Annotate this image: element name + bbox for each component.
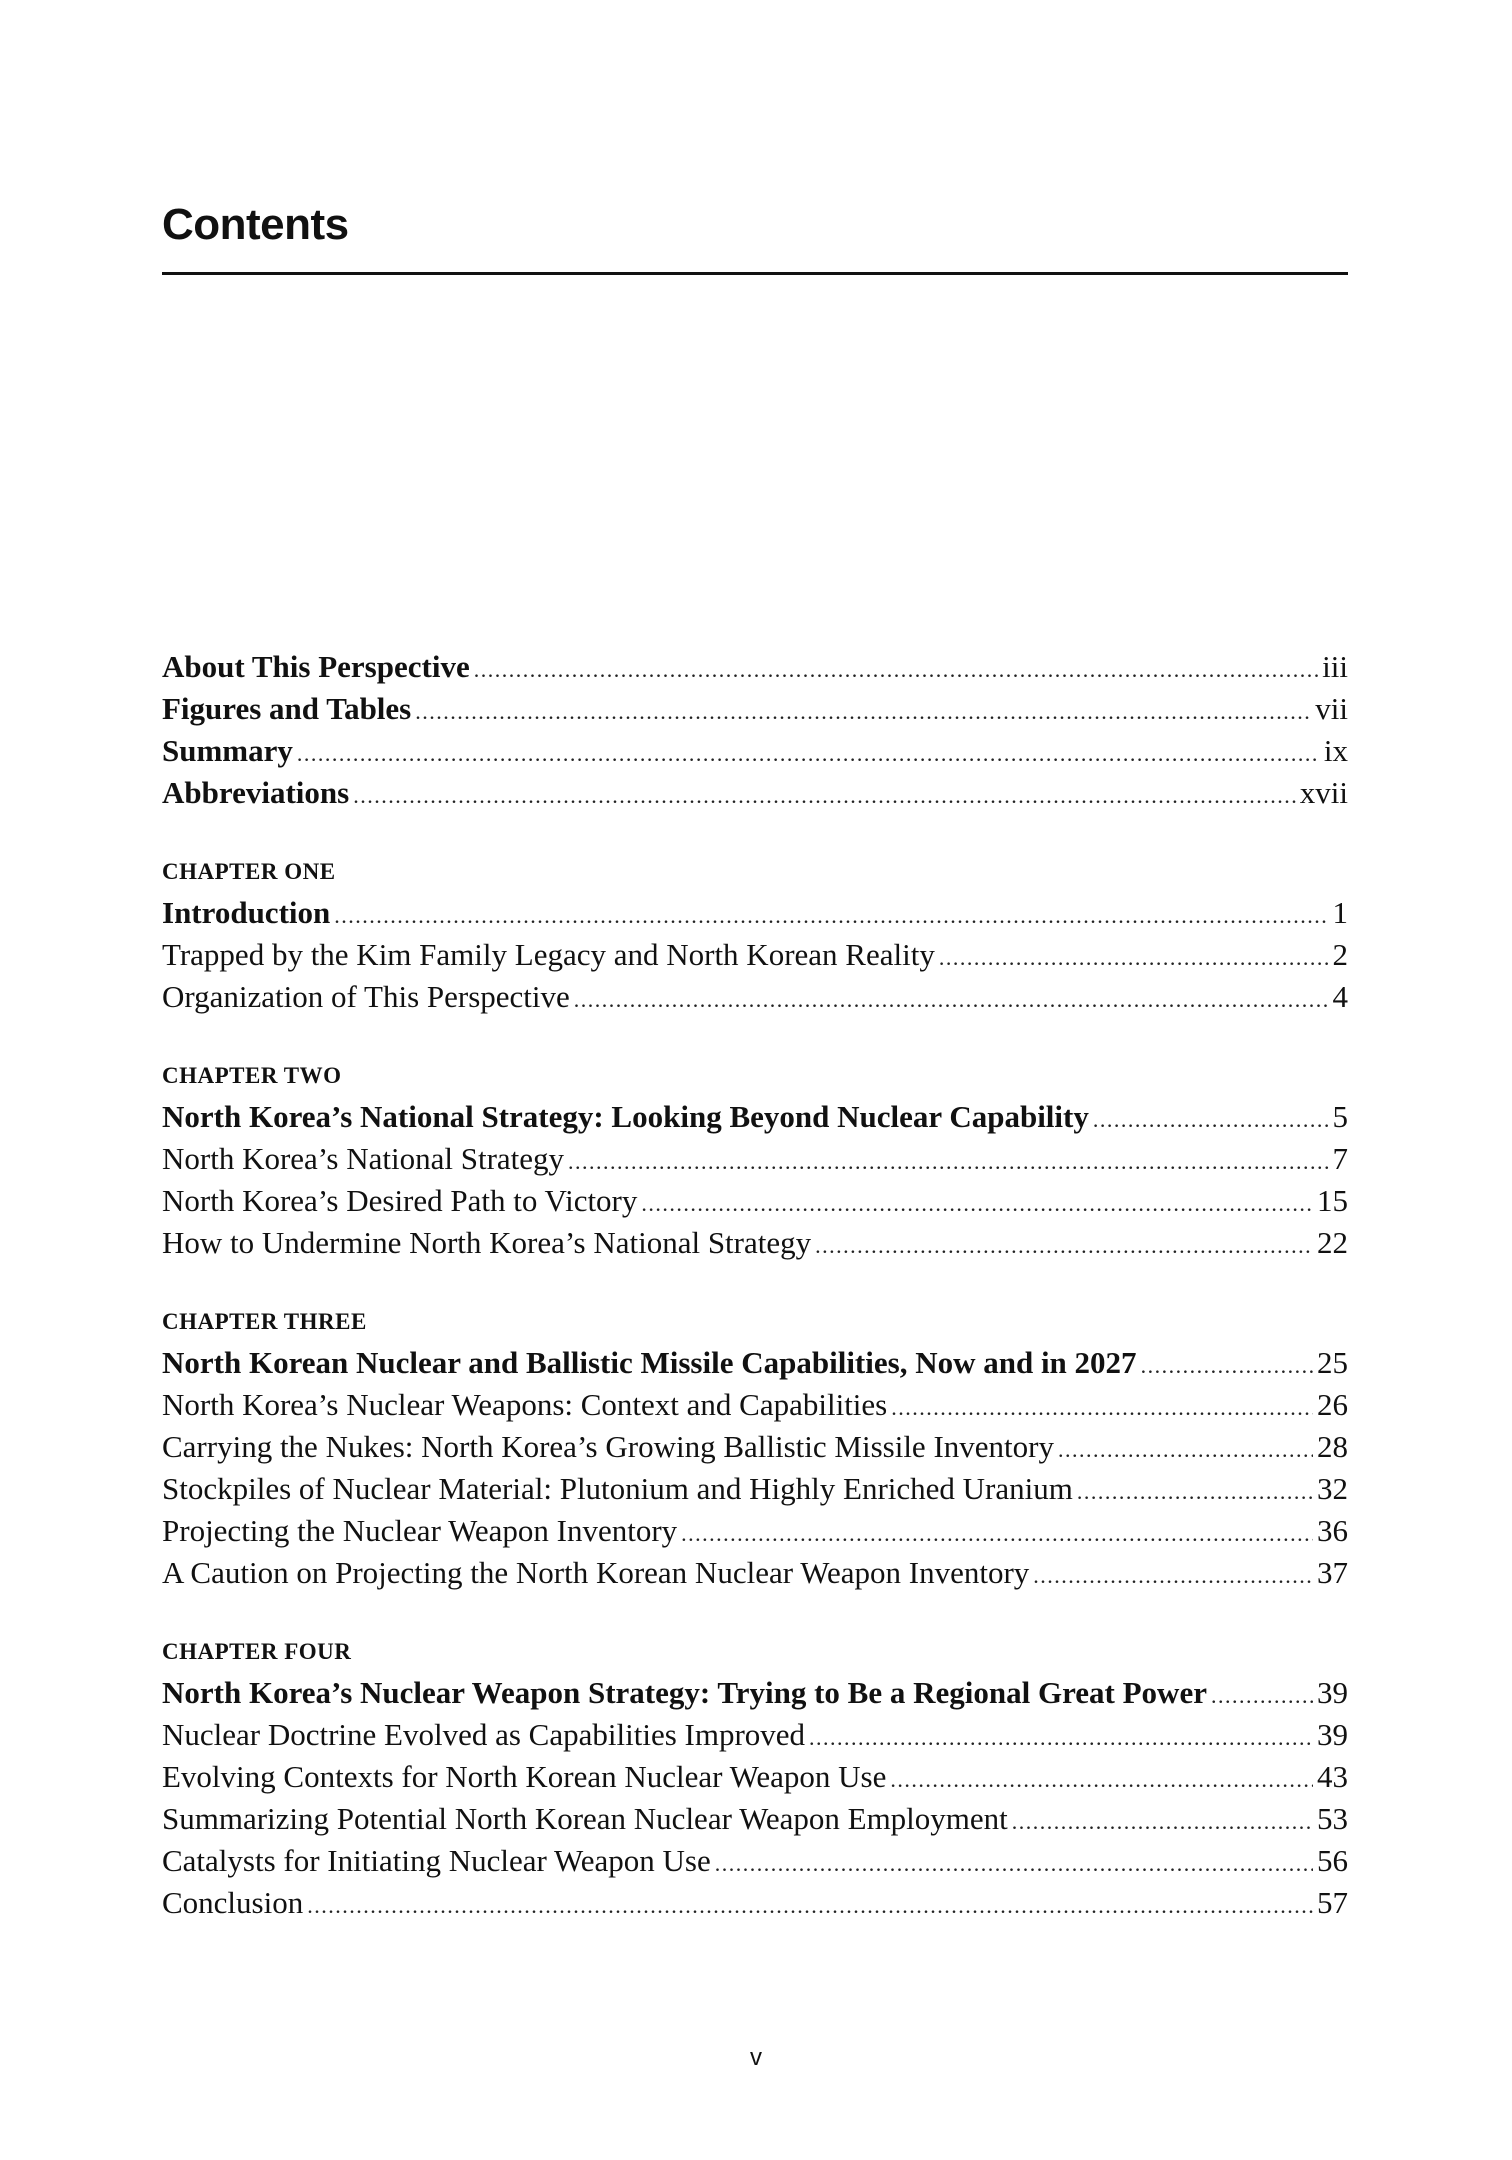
toc-entry-heading[interactable] (162, 1672, 1348, 1714)
toc-entry-page: 39 (1317, 1717, 1348, 1752)
dot-leader (1033, 1555, 1313, 1597)
toc-entry-label: Introduction (162, 895, 331, 930)
dot-leader (641, 1183, 1313, 1225)
toc-entry-label: Projecting the Nuclear Weapon Inventory (162, 1513, 678, 1548)
toc-entry-page: 22 (1317, 1225, 1348, 1260)
dot-leader (1077, 1471, 1313, 1513)
dot-leader (1012, 1801, 1313, 1843)
chapter-heading: CHAPTER ONE (162, 859, 336, 884)
toc-entry-label: Summary (162, 733, 293, 768)
toc-entry-label: A Caution on Projecting the North Korean Nuclear Weapon Inventory (162, 1555, 1030, 1590)
dot-leader (1058, 1429, 1313, 1471)
dot-leader (474, 649, 1318, 691)
toc-entry-page: 2 (1332, 937, 1348, 972)
toc-entry[interactable] (162, 1222, 1348, 1264)
toc-entry[interactable] (162, 1552, 1348, 1594)
toc-entry-page: 7 (1332, 1141, 1348, 1176)
toc-entry-page: 56 (1317, 1843, 1348, 1878)
dot-leader (415, 691, 1311, 733)
toc-entry-label: Nuclear Doctrine Evolved as Capabilities Improved (162, 1717, 806, 1752)
toc-entry[interactable] (162, 1468, 1348, 1510)
toc-entry[interactable] (162, 1426, 1348, 1468)
toc-entry-label: North Korea’s National Strategy (162, 1141, 565, 1176)
page-title: Contents (162, 200, 349, 249)
toc-entry-page: xvii (1299, 775, 1348, 810)
toc-entry-label: Conclusion (162, 1885, 304, 1920)
toc-entry[interactable] (162, 1882, 1348, 1924)
toc-entry-heading[interactable] (162, 730, 1348, 772)
toc-entry-heading[interactable] (162, 1096, 1348, 1138)
toc-entry[interactable] (162, 1756, 1348, 1798)
dot-leader (1141, 1345, 1313, 1387)
toc-entry[interactable] (162, 1180, 1348, 1222)
toc-entry[interactable] (162, 1714, 1348, 1756)
toc-entry-page: iii (1322, 649, 1348, 684)
dot-leader (815, 1225, 1313, 1267)
toc-entry-label: North Korea’s Nuclear Weapon Strategy: Trying to Be a Regional Great Power (162, 1675, 1207, 1710)
toc-entry-page: 26 (1317, 1387, 1348, 1422)
toc-entry-page: 28 (1317, 1429, 1348, 1464)
toc-entry-label: Stockpiles of Nuclear Material: Plutonium and Highly Enriched Uranium (162, 1471, 1073, 1506)
toc-entry-label: Organization of This Perspective (162, 979, 570, 1014)
toc-entry-page: 5 (1332, 1099, 1348, 1134)
toc-entry[interactable] (162, 976, 1348, 1018)
toc-entry-label: Trapped by the Kim Family Legacy and North Korean Reality (162, 937, 935, 972)
toc-entry-label: Summarizing Potential North Korean Nuclear Weapon Employment (162, 1801, 1008, 1836)
dot-leader (890, 1759, 1313, 1801)
toc-entry-page: 32 (1317, 1471, 1348, 1506)
toc-entry-heading[interactable] (162, 646, 1348, 688)
toc-entry[interactable] (162, 934, 1348, 976)
toc-entry-label: North Korean Nuclear and Ballistic Missile Capabilities, Now and in 2027 (162, 1345, 1137, 1380)
toc-entry-page: 1 (1332, 895, 1348, 930)
title-rule (162, 272, 1348, 275)
toc-entry-label: Catalysts for Initiating Nuclear Weapon Use (162, 1843, 711, 1878)
table-of-contents (162, 646, 1348, 1924)
toc-entry[interactable] (162, 1138, 1348, 1180)
toc-entry-heading[interactable] (162, 892, 1348, 934)
dot-leader (1211, 1675, 1313, 1717)
toc-entry-page: 37 (1317, 1555, 1348, 1590)
dot-leader (307, 1885, 1313, 1927)
toc-entry[interactable] (162, 1384, 1348, 1426)
toc-entry-label: North Korea’s Desired Path to Victory (162, 1183, 638, 1218)
toc-entry-label: How to Undermine North Korea’s National Strategy (162, 1225, 812, 1260)
chapter-heading: CHAPTER FOUR (162, 1639, 352, 1664)
toc-entry-label: Figures and Tables (162, 691, 412, 726)
toc-entry-page: 53 (1317, 1801, 1348, 1836)
chapter-heading: CHAPTER TWO (162, 1063, 342, 1088)
toc-entry[interactable] (162, 1840, 1348, 1882)
toc-entry-label: About This Perspective (162, 649, 470, 684)
dot-leader (715, 1843, 1313, 1885)
dot-leader (297, 733, 1320, 775)
toc-entry-page: 57 (1317, 1885, 1348, 1920)
toc-entry-page: 43 (1317, 1759, 1348, 1794)
toc-entry-page: 36 (1317, 1513, 1348, 1548)
toc-entry[interactable] (162, 1798, 1348, 1840)
dot-leader (939, 937, 1329, 979)
toc-entry-page: 25 (1317, 1345, 1348, 1380)
toc-entry-label: Carrying the Nukes: North Korea’s Growing Ballistic Missile Inventory (162, 1429, 1054, 1464)
dot-leader (809, 1717, 1313, 1759)
dot-leader (568, 1141, 1328, 1183)
toc-entry-label: North Korea’s Nuclear Weapons: Context and Capabilities (162, 1387, 888, 1422)
toc-entry-page: ix (1323, 733, 1348, 768)
toc-entry-heading[interactable] (162, 1342, 1348, 1384)
toc-entry-heading[interactable] (162, 688, 1348, 730)
toc-entry-page: 39 (1317, 1675, 1348, 1710)
dot-leader (334, 895, 1328, 937)
chapter-heading: CHAPTER THREE (162, 1309, 367, 1334)
page-number: v (750, 2044, 762, 2071)
toc-entry-label: North Korea’s National Strategy: Looking Beyond Nuclear Capability (162, 1099, 1089, 1134)
toc-entry-label: Evolving Contexts for North Korean Nuclear Weapon Use (162, 1759, 887, 1794)
dot-leader (1093, 1099, 1329, 1141)
dot-leader (891, 1387, 1313, 1429)
toc-entry-page: vii (1315, 691, 1348, 726)
toc-entry-label: Abbreviations (162, 775, 350, 810)
toc-entry-page: 4 (1332, 979, 1348, 1014)
toc-entry-page: 15 (1317, 1183, 1348, 1218)
toc-entry[interactable] (162, 1510, 1348, 1552)
dot-leader (353, 775, 1296, 817)
dot-leader (681, 1513, 1313, 1555)
toc-entry-heading[interactable] (162, 772, 1348, 814)
dot-leader (574, 979, 1329, 1021)
